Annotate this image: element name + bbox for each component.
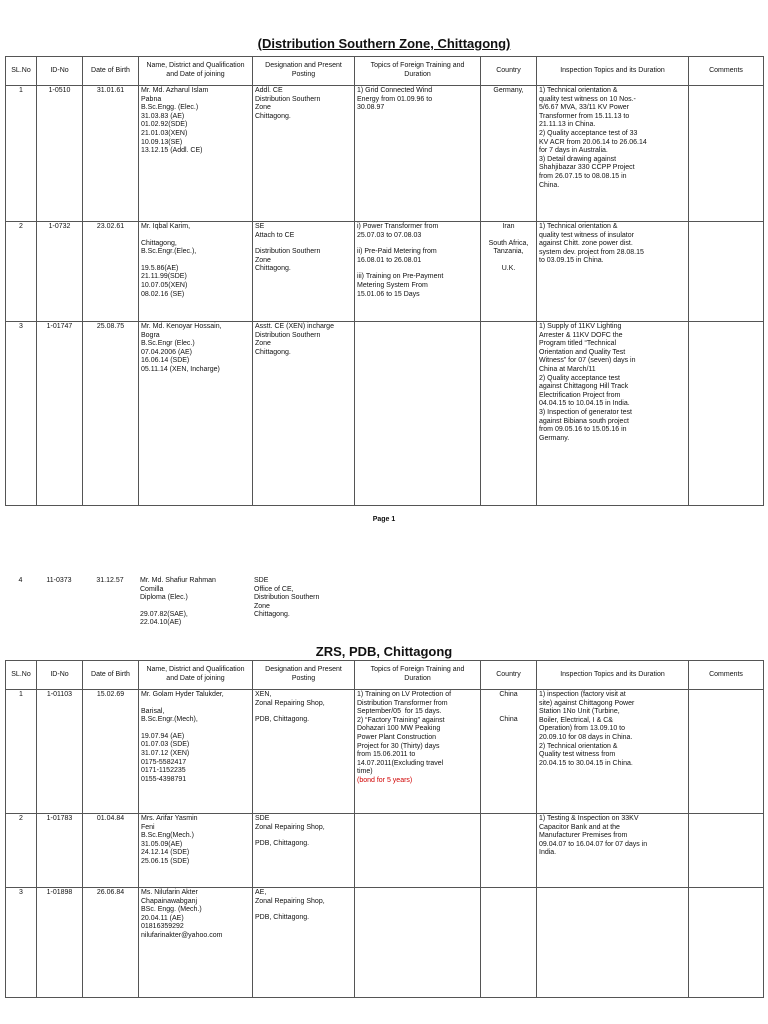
cell-line: 1) Supply of 11KV Lighting [539, 323, 622, 330]
cell-name [139, 690, 253, 814]
cell-line: 15.01.06 to 15 Days [357, 290, 420, 298]
cell-sl: 2 [6, 814, 37, 888]
cell-comments [688, 576, 763, 629]
header-inspection: Inspection Topics and its Duration [537, 661, 689, 690]
cell-id: 1-01898 [37, 888, 83, 998]
header-comments: Comments [689, 57, 764, 86]
cell-line: from 26.07.15 to 08.08.15 in [539, 172, 627, 180]
cell-line [483, 708, 534, 716]
cell-line: 07.04.2006 (AE) [141, 348, 192, 356]
cell-inspection [537, 86, 689, 222]
cell-line: 1) Technical orientation & [539, 87, 618, 94]
header-name: Name, District and Qualification and Date of joining [139, 661, 253, 690]
header-sl: SL.No [6, 57, 37, 86]
cell-country [481, 322, 537, 506]
cell-inspection [537, 888, 689, 998]
cell-country [481, 222, 537, 322]
cell-id: 1-01747 [37, 322, 83, 506]
cell-line: 31.03.83 (AE) [141, 112, 185, 120]
cell-line: Zonal Repairing Shop, [255, 699, 325, 707]
cell-line: time) [357, 768, 373, 776]
cell-line: 24.12.14 (SDE) [141, 849, 190, 857]
cell-line: Comilla [140, 585, 164, 593]
cell-dob: 31.12.57 [96, 577, 124, 584]
cell-sl: 2 [6, 222, 37, 322]
cell-line: 08.02.16 (SE) [141, 290, 185, 298]
cell-inspection [537, 690, 689, 814]
cell-line: Energy from 01.09.96 to [357, 95, 433, 103]
cell-line: 31.05.09(AE) [141, 840, 183, 848]
cell-line: SDE [254, 577, 269, 584]
fragment-table [5, 576, 763, 629]
cell-comments [689, 690, 764, 814]
cell-line: SE [255, 223, 265, 230]
header-name: Name, District and Qualification and Date of joining [139, 57, 253, 86]
cell-posting [253, 322, 355, 506]
cell-id: 1-0510 [37, 86, 83, 222]
cell-line: Ms. Nilufarin Akter [141, 889, 198, 896]
cell-line: 19.07.94 (AE) [141, 732, 185, 740]
cell-line [141, 257, 250, 265]
table-row [6, 888, 764, 998]
cell-line: 20.04.15 to 30.04.15 in China. [539, 759, 633, 767]
cell-comments [689, 222, 764, 322]
cell-line: XEN, [255, 691, 272, 698]
cell-line: PDB, Chittagong. [255, 716, 310, 724]
cell-line: South Africa, [488, 239, 529, 247]
cell-line: Quality test witness from [539, 751, 616, 759]
cell-line: 31.07.12 (XEN) [141, 749, 190, 757]
cell-dob: 31.01.61 [83, 86, 139, 222]
cell-line: from 15.06.2011 to [357, 751, 416, 759]
cell-line: Germany. [539, 434, 570, 442]
cell-line: system dev. project from 28.08.15 [539, 248, 644, 256]
cell-training [354, 576, 480, 629]
cell-name [139, 888, 253, 998]
cell-line: Boiler, Electrical, I & C& [539, 716, 613, 724]
bond-note: (bond for 5 years) [357, 776, 413, 784]
cell-line: KV ACR from 20.06.14 to 26.06.14 [539, 138, 647, 146]
header-posting: Designation and Present Posting [253, 661, 355, 690]
cell-line: Electrification Project from [539, 391, 621, 399]
cell-line: 5/6.67 MVA, 33/11 KV Power [539, 104, 630, 112]
cell-comments [689, 86, 764, 222]
cell-line: U.K. [501, 264, 516, 272]
page-label: Page 1 [372, 516, 396, 523]
cell-line: PDB, Chittagong. [255, 840, 310, 848]
table-row [6, 690, 764, 814]
cell-line: 0171-1152235 [141, 767, 186, 775]
cell-line: 20.04.11 (AE) [141, 914, 184, 922]
cell-line: Zone [255, 104, 271, 112]
cell-posting [252, 576, 354, 629]
cell-line [255, 906, 352, 914]
cell-line [140, 603, 250, 611]
cell-line: B.Sc.Engr.(Elec.), [141, 248, 197, 256]
cell-line: BSc. Engg. (Mech.) [141, 906, 202, 914]
cell-sl: 3 [6, 888, 37, 998]
cell-country [481, 814, 537, 888]
cell-id: 1-0732 [37, 222, 83, 322]
cell-line [141, 725, 250, 733]
table-row [5, 576, 763, 629]
cell-dob: 01.04.84 [83, 814, 139, 888]
cell-line: 2) “Factory Training” against [357, 716, 445, 724]
cell-training [355, 814, 481, 888]
cell-line: 21.11.99(SDE) [141, 273, 187, 281]
cell-line: Transformer from 15.11.13 to [539, 112, 630, 120]
cell-line: 1) Technical orientation & [539, 223, 618, 230]
cell-line: Distribution Southern [255, 95, 321, 103]
cell-line: Bogra [141, 331, 160, 339]
cell-line [141, 700, 250, 708]
cell-line: Shahjibazar 330 CCPP Project [539, 164, 635, 172]
cell-line: 2) Technical orientation & [539, 742, 618, 750]
cell-line: Chittagong, [141, 239, 177, 247]
cell-line [141, 232, 250, 240]
cell-line: 16.06.14 (SDE) [141, 357, 190, 365]
cell-dob: 23.02.61 [83, 222, 139, 322]
cell-line: Zone [255, 340, 271, 348]
cell-training [355, 86, 481, 222]
cell-line: nilufarinakter@yahoo.com [141, 931, 223, 939]
cell-line [483, 232, 534, 240]
cell-line: Distribution Southern [255, 331, 321, 339]
cell-id: 1-01103 [37, 690, 83, 814]
cell-line: B.Sc.Engr (Elec.) [141, 340, 195, 348]
cell-line: for 7 days in Australia. [539, 147, 608, 155]
cell-comments [689, 322, 764, 506]
cell-line: Power Plant Construction [357, 733, 436, 741]
cell-line: 3) Detail drawing against [539, 155, 617, 163]
cell-line: Diploma (Elec.) [140, 594, 188, 602]
header-training: Topics of Foreign Training and Duration [355, 57, 481, 86]
cell-name [139, 86, 253, 222]
cell-line: B.Sc.Eng(Mech.) [141, 832, 194, 840]
cell-line: 01.02.92(SDE) [141, 121, 188, 129]
cell-sl: 4 [18, 577, 23, 584]
cell-line: Distribution Southern [255, 248, 321, 256]
cell-line: 1) Training on LV Protection of [357, 691, 452, 698]
cell-line: 20.09.10 for 08 days in China. [539, 733, 633, 741]
table-row [6, 86, 764, 222]
cell-dob: 15.02.69 [83, 690, 139, 814]
header-id: ID-No [37, 57, 83, 86]
cell-line: Feni [141, 823, 155, 831]
cell-line: SDE [255, 815, 270, 822]
cell-line: from 09.05.16 to 15.05.16 in [539, 426, 627, 434]
cell-comments [689, 888, 764, 998]
cell-line: iii) Training on Pre-Payment [357, 273, 444, 281]
cell-line [483, 257, 534, 265]
cell-line: Orientation and Quality Test [539, 348, 626, 356]
cell-line: Station 1No Unit (Turbine, [539, 708, 620, 716]
cell-line: Program titled “Technical [539, 340, 617, 348]
cell-id: 1-01783 [37, 814, 83, 888]
cell-line: Pabna [141, 95, 162, 103]
cell-country [481, 690, 537, 814]
cell-name [139, 322, 253, 506]
cell-line [357, 265, 478, 273]
cell-line: Distribution Southern [254, 594, 320, 602]
cell-posting [253, 690, 355, 814]
cell-line: Chittagong. [254, 611, 290, 619]
cell-line: Distribution Transformer from [357, 699, 448, 707]
cell-line: 3) Inspection of generator test [539, 408, 632, 416]
header-comments: Comments [689, 661, 764, 690]
cell-line: India. [539, 849, 557, 857]
cell-line: 09.04.07 to 16.04.07 for 07 days in [539, 840, 648, 848]
cell-line: to 03.09.15 in China. [539, 257, 604, 265]
cell-line: Manufacturer Premises from [539, 832, 628, 840]
cell-line: against Bibiana south project [539, 417, 629, 425]
cell-line: China at March/11 [539, 365, 596, 373]
header-inspection: Inspection Topics and its Duration [537, 57, 689, 86]
cell-line: Zone [255, 256, 271, 264]
cell-line: 2) Quality acceptance test of 33 [539, 129, 638, 137]
cell-training [355, 690, 481, 814]
header-sl: SL.No [6, 661, 37, 690]
cell-line: 16.08.01 to 26.08.01 [357, 256, 422, 264]
cell-line: B.Sc.Engg. (Elec.) [141, 104, 199, 112]
cell-line: China [499, 715, 518, 723]
cell-line: Mr. Md. Shafiur Rahman [140, 577, 216, 584]
section1-table [5, 56, 764, 506]
cell-line: 30.08.97 [357, 104, 385, 112]
cell-line: Zonal Repairing Shop, [255, 897, 325, 905]
cell-posting [253, 222, 355, 322]
cell-posting [253, 86, 355, 222]
cell-dob: 25.08.75 [83, 322, 139, 506]
section1-header-row [6, 57, 764, 86]
cell-line: Operation) from 13.09.10 to [539, 725, 625, 733]
cell-line: 25.07.03 to 07.08.03 [357, 231, 422, 239]
cell-line: PDB, Chittagong. [255, 914, 310, 922]
header-country: Country [481, 661, 537, 690]
cell-line: against Chitt. zone power dist. [539, 240, 633, 248]
cell-line: ii) Pre-Paid Metering from [357, 248, 437, 256]
cell-line: 01.07.03 (SDE) [141, 741, 190, 749]
cell-line [357, 240, 478, 248]
table-row [6, 814, 764, 888]
cell-inspection [537, 814, 689, 888]
header-training: Topics of Foreign Training and Duration [355, 661, 481, 690]
cell-line: Tanzania, [493, 248, 524, 256]
cell-line: 1) inspection (factory visit at [539, 691, 626, 698]
cell-line: quality test witness on 10 Nos.- [539, 95, 636, 103]
cell-line: 14.07.2011(Excluding travel [357, 759, 444, 767]
cell-line [483, 700, 534, 708]
cell-line: Chittagong. [255, 348, 291, 356]
cell-training [355, 222, 481, 322]
cell-training [355, 322, 481, 506]
cell-line: B.Sc.Engr.(Mech), [141, 716, 198, 724]
header-dob: Date of Birth [83, 57, 139, 86]
cell-line: 01816359292 [141, 923, 184, 931]
cell-line: against Chittagong Hill Track [539, 383, 629, 391]
cell-line: China [499, 691, 518, 698]
cell-line: Chittagong. [255, 112, 291, 120]
cell-line: Chapainawabganj [141, 897, 198, 905]
cell-line: Mr. Md. Azharul Islam [141, 87, 209, 94]
cell-line: Dohazari 100 MW Peaking [357, 725, 441, 733]
cell-line: 21.11.13 in China. [539, 121, 596, 129]
section2-title: ZRS, PDB, Chittagong [315, 644, 453, 659]
cell-country [481, 888, 537, 998]
table-row [6, 222, 764, 322]
cell-line: Zonal Repairing Shop, [255, 823, 325, 831]
cell-line: 04.04.15 to 10.04.15 in India. [539, 400, 630, 408]
cell-inspection [536, 576, 688, 629]
header-dob: Date of Birth [83, 661, 139, 690]
cell-name [139, 814, 253, 888]
section2-table [5, 660, 764, 998]
cell-line: 10.09.13(SE) [141, 138, 183, 146]
cell-line: Chittagong. [255, 265, 291, 273]
cell-line [255, 832, 352, 840]
cell-inspection [537, 222, 689, 322]
cell-posting [253, 888, 355, 998]
cell-line: Metering System From [357, 281, 428, 289]
cell-line: 22.04.10(AE) [140, 619, 182, 627]
cell-line: Addl. CE [255, 87, 283, 94]
cell-training [355, 888, 481, 998]
cell-dob: 26.06.84 [83, 888, 139, 998]
cell-line: 0155-4398791 [141, 775, 187, 783]
cell-country [481, 86, 537, 222]
cell-line: Zone [254, 602, 270, 610]
cell-line: Witness” for 07 (seven) days in [539, 357, 636, 365]
cell-line: 05.11.14 (XEN, Incharge) [141, 365, 220, 373]
cell-line: Barisal, [141, 707, 165, 715]
cell-line: Iran [502, 223, 515, 230]
cell-line: 29.07.82(SAE), [140, 610, 188, 618]
cell-line: 10.07.05(XEN) [141, 281, 188, 289]
cell-line: Office of CE, [254, 585, 294, 593]
cell-line: Asstt. CE (XEN) incharge [255, 323, 334, 330]
cell-sl: 1 [6, 86, 37, 222]
cell-line: Project for 30 (Thirty) days [357, 742, 440, 750]
cell-comments [689, 814, 764, 888]
cell-line: 25.06.15 (SDE) [141, 857, 190, 865]
cell-line: site) against Chittagong Power [539, 699, 635, 707]
cell-line: 13.12.15 (Addl. CE) [141, 147, 203, 155]
cell-inspection [537, 322, 689, 506]
cell-line: 2) Quality acceptance test [539, 374, 620, 382]
cell-line: Mr. Golam Hyder Talukder, [141, 691, 224, 698]
cell-line [255, 708, 352, 716]
cell-line: 19.5.86(AE) [141, 264, 179, 272]
cell-name [139, 222, 253, 322]
cell-line: quality test witness of insulator [539, 231, 634, 239]
cell-line: 1) Testing & Inspection on 33KV [539, 815, 639, 822]
cell-id: 11-0373 [46, 577, 72, 584]
cell-line: Mr. Iqbal Karim, [141, 223, 191, 230]
header-country: Country [481, 57, 537, 86]
cell-line: Germany, [493, 87, 524, 94]
cell-line: AE, [255, 889, 267, 896]
cell-line: 0175-5582417 [141, 758, 187, 766]
cell-line: Mrs. Arifar Yasmin [141, 815, 198, 822]
header-posting: Designation and Present Posting [253, 57, 355, 86]
cell-country [480, 576, 536, 629]
table-row [6, 322, 764, 506]
cell-line [255, 240, 352, 248]
cell-sl: 1 [6, 690, 37, 814]
cell-line: Capacitor Bank and at the [539, 823, 620, 831]
cell-line: Mr. Md. Kenoyar Hossain, [141, 323, 222, 330]
cell-posting [253, 814, 355, 888]
section1-title: (Distribution Southern Zone, Chittagong) [257, 36, 511, 51]
cell-line: Arrester & 11KV DOFC the [539, 331, 623, 339]
cell-line: Attach to CE [255, 231, 295, 239]
header-id: ID-No [37, 661, 83, 690]
cell-line: China. [539, 181, 560, 189]
cell-sl: 3 [6, 322, 37, 506]
cell-line: i) Power Transformer from [357, 223, 439, 230]
cell-line: 21.01.03(XEN) [141, 129, 188, 137]
section2-header-row [6, 661, 764, 690]
cell-name [138, 576, 252, 629]
cell-line: September/05 for 15 days. [357, 708, 442, 716]
cell-line: 1) Grid Connected Wind [357, 87, 433, 94]
